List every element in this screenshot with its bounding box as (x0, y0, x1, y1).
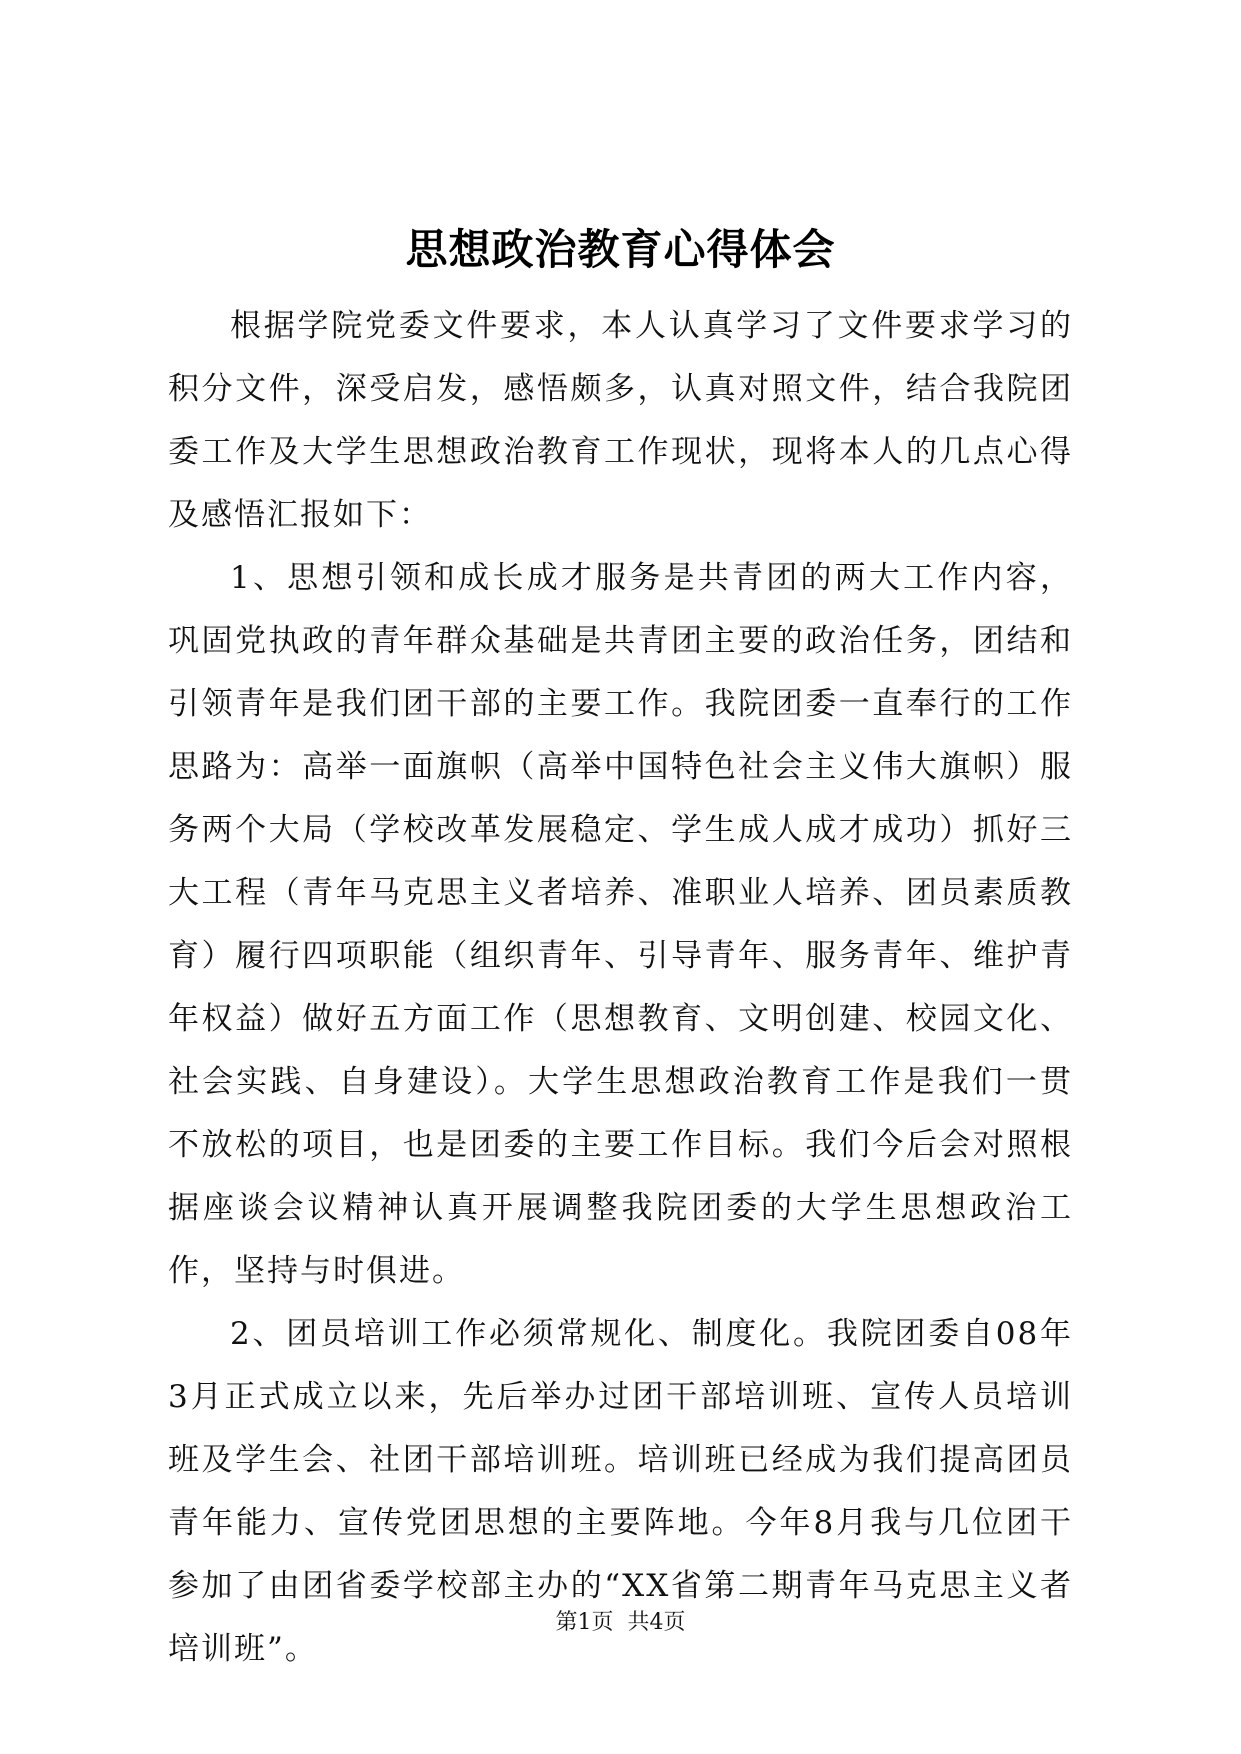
page-number: 第1页 (555, 1610, 614, 1635)
document-body (168, 295, 1073, 1681)
paragraph-point-1: 1、思想引领和成长成才服务是共青团的两大工作内容，巩固党执政的青年群众基础是共青团主要的政治任务，团结和引领青年是我们团干部的主要工作。我院团委一直奉行的工作思路为：高举一面旗帜（高举中国特色社会主义伟大旗帜）服务两个大局（学校改革发展稳定、学生成人成才成功）抓好三大工程（青年马克思主义者培养、准职业人培养、团员素质教育）履行四项职能（组织青年、引导青年、服务青年、维护青年权益）做好五方面工作（思想教育、文明创建、校园文化、社会实践、自身建设）。大学生思想政治教育工作是我们一贯不放松的项目，也是团委的主要工作目标。我们今后会对照根据座谈会议精神认真开展调整我院团委的大学生思想政治工作，坚持与时俱进。 (168, 560, 1073, 1289)
document-title: 思想政治教育心得体会 (405, 225, 836, 274)
page-footer (0, 1608, 1241, 1638)
paragraph-intro: 根据学院党委文件要求，本人认真学习了文件要求学习的积分文件，深受启发，感悟颇多，认真对照文件，结合我院团委工作及大学生思想政治教育工作现状，现将本人的几点心得及感悟汇报如下： (168, 308, 1073, 533)
page-total: 共4页 (627, 1610, 686, 1635)
paragraph-point-2: 2、团员培训工作必须常规化、制度化。我院团委自08年3月正式成立以来，先后举办过团干部培训班、宣传人员培训班及学生会、社团干部培训班。培训班已经成为我们提高团员青年能力、宣传党团思想的主要阵地。今年8月我与几位团干参加了由团省委学校部主办的“XX省第二期青年马克思主义者培训班”。 (168, 1316, 1073, 1667)
